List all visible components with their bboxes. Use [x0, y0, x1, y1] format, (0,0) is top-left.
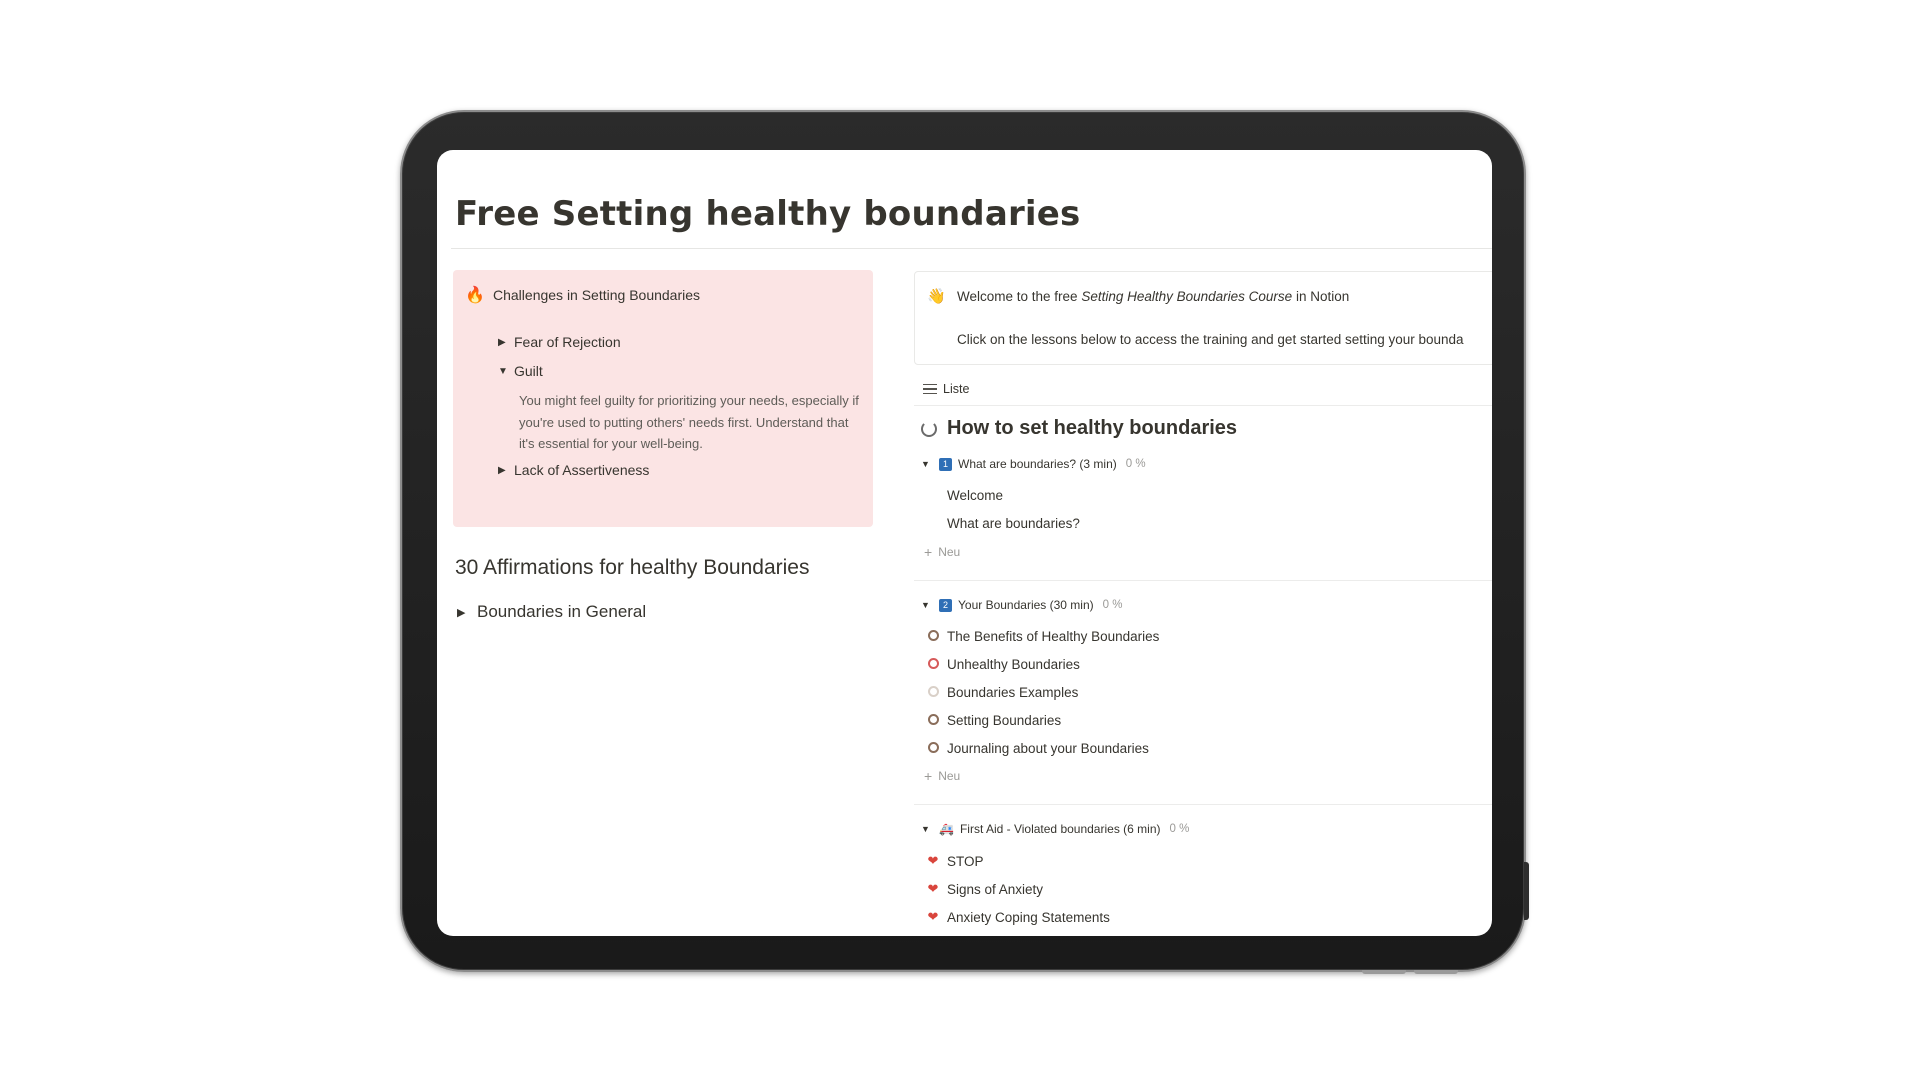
heart-icon: ❤	[927, 853, 939, 868]
welcome-prefix: Welcome to the free	[957, 289, 1082, 304]
group-progress: 0 %	[1169, 823, 1190, 835]
group-divider	[914, 580, 1492, 581]
welcome-line	[957, 289, 1349, 304]
tablet-bottom-button	[1362, 970, 1406, 974]
ring-icon	[925, 741, 941, 756]
list-item[interactable]	[925, 629, 1159, 644]
triangle-down-icon[interactable]: ▼	[921, 600, 930, 610]
tablet-side-button	[1524, 862, 1529, 920]
view-tab-list[interactable]	[923, 382, 969, 396]
group-header[interactable]	[921, 457, 1146, 471]
item-label: Anxiety Coping Statements	[947, 909, 1110, 925]
challenges-callout	[453, 270, 873, 527]
item-label: STOP	[947, 853, 984, 869]
triangle-right-icon[interactable]: ▶	[498, 464, 506, 476]
list-item[interactable]	[925, 488, 1003, 503]
ring-icon	[925, 713, 941, 728]
number-one-icon: 1	[939, 458, 952, 471]
course-name: Setting Healthy Boundaries Course	[1081, 289, 1293, 304]
status-ring-icon	[921, 421, 937, 437]
ambulance-icon: 🚑	[939, 822, 954, 836]
light-ring-icon	[925, 685, 941, 700]
new-item-button[interactable]	[924, 544, 960, 560]
item-label: Boundaries Examples	[947, 685, 1079, 700]
group-label: First Aid - Violated boundaries (6 min)	[959, 822, 1161, 836]
list-item[interactable]	[925, 909, 1110, 925]
list-item[interactable]	[925, 685, 1078, 700]
number-two-icon: 2	[939, 599, 952, 612]
fire-icon: 🔥	[465, 287, 485, 304]
list-item[interactable]	[925, 657, 1080, 672]
list-item[interactable]	[925, 853, 984, 869]
welcome-instructions: Click on the lessons below to access the training and get started setting your bounda	[957, 332, 1464, 347]
tablet-bottom-button	[1414, 970, 1458, 974]
list-item[interactable]	[925, 516, 1080, 531]
list-icon	[923, 384, 937, 395]
guilt-description: You might feel guilty for prioritizing your needs, especially if you're used to putting others' needs first. Understand that it's essential for your well-being.	[519, 393, 859, 451]
heart-icon: ❤	[927, 909, 939, 924]
item-label: Journaling about your Boundaries	[947, 741, 1149, 756]
new-label: Neu	[938, 769, 961, 783]
waving-hand-icon: 👋	[927, 288, 946, 305]
page-title: Free Setting healthy boundaries	[455, 194, 1081, 234]
group-progress: 0 %	[1125, 458, 1146, 470]
heart-icon: ❤	[927, 881, 939, 896]
toggle-fear-of-rejection[interactable]	[498, 334, 621, 350]
triangle-down-icon[interactable]: ▼	[498, 365, 508, 377]
new-label: Neu	[938, 545, 961, 559]
group-label: Your Boundaries (30 min)	[958, 598, 1094, 612]
view-tab-label: Liste	[943, 382, 970, 396]
database-title-label: How to set healthy boundaries	[947, 417, 1238, 439]
group-divider	[914, 804, 1492, 805]
database-title[interactable]	[921, 417, 1237, 440]
welcome-callout	[914, 271, 1492, 365]
title-divider	[451, 248, 1492, 249]
item-label: Setting Boundaries	[947, 713, 1062, 728]
group-progress: 0 %	[1102, 599, 1123, 611]
item-label: Welcome	[947, 488, 1004, 503]
plus-icon: +	[924, 768, 933, 784]
toggle-guilt[interactable]	[498, 363, 543, 379]
list-item[interactable]	[925, 741, 1149, 756]
list-item[interactable]	[925, 881, 1043, 897]
group-header[interactable]	[921, 598, 1122, 612]
speech-bubble-icon	[925, 629, 941, 644]
toggle-lack-of-assertiveness[interactable]	[498, 462, 649, 478]
item-label: Unhealthy Boundaries	[947, 657, 1080, 672]
toggle-label: Guilt	[514, 363, 543, 379]
item-label: The Benefits of Healthy Boundaries	[947, 629, 1160, 644]
toggle-label: Fear of Rejection	[514, 334, 621, 350]
triangle-right-icon[interactable]: ▶	[498, 336, 506, 348]
prohibited-icon	[925, 657, 941, 672]
new-item-button[interactable]	[924, 768, 960, 784]
toggle-label: Boundaries in General	[477, 602, 647, 621]
tablet-screen	[437, 150, 1492, 936]
toggle-boundaries-in-general[interactable]	[457, 602, 646, 622]
list-item[interactable]	[925, 713, 1061, 728]
callout-heading: Challenges in Setting Boundaries	[493, 287, 701, 303]
item-label: Signs of Anxiety	[947, 881, 1044, 897]
welcome-suffix: in Notion	[1292, 289, 1350, 304]
triangle-down-icon[interactable]: ▼	[921, 459, 930, 469]
triangle-right-icon[interactable]: ▶	[457, 606, 466, 619]
group-header[interactable]	[921, 822, 1189, 836]
triangle-down-icon[interactable]: ▼	[921, 824, 930, 834]
group-label: What are boundaries? (3 min)	[958, 457, 1117, 471]
toggle-label: Lack of Assertiveness	[514, 462, 650, 478]
plus-icon: +	[924, 544, 933, 560]
affirmations-heading: 30 Affirmations for healthy Boundaries	[455, 556, 810, 579]
item-label: What are boundaries?	[947, 516, 1080, 531]
view-divider	[914, 405, 1492, 406]
